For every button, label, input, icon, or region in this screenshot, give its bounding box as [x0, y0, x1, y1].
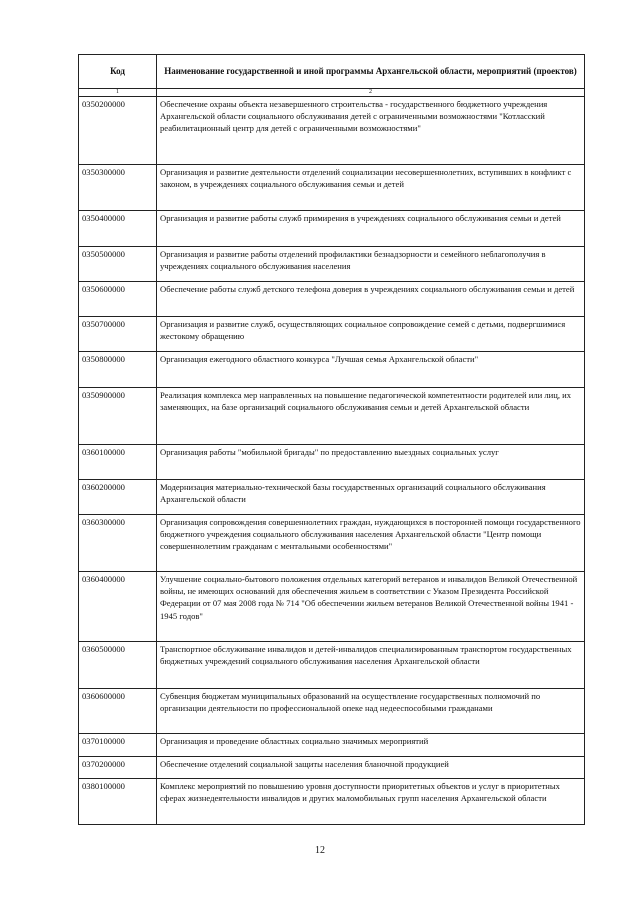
page-number: 12 [315, 845, 325, 856]
row-name: Реализация комплекса мер направленных на повышение педагогической компетентности родителей или лиц, их заменяющих, на базе организаций социального обслуживания семьи и детей Архангельской области [157, 388, 585, 445]
row-name: Организация и развитие работы служб примирения в учреждениях социального обслуживания семьи и детей [157, 211, 585, 247]
row-code: 0380100000 [79, 779, 157, 825]
row-code: 0350700000 [79, 317, 157, 352]
row-code: 0360200000 [79, 480, 157, 515]
header-name: Наименование государственной и иной программы Архангельской области, мероприятий (проектов) [157, 55, 585, 89]
row-name: Обеспечение отделений социальной защиты населения бланочной продукцией [157, 757, 585, 779]
row-code: 0360400000 [79, 572, 157, 642]
row-name: Обеспечение работы служб детского телефона доверия в учреждениях социального обслуживания семьи и детей [157, 282, 585, 317]
table-row [79, 757, 585, 779]
table-row [79, 247, 585, 282]
table-row [79, 317, 585, 352]
row-code: 0360500000 [79, 642, 157, 689]
row-code: 0350400000 [79, 211, 157, 247]
row-name: Модернизация материально-технической базы государственных организаций социального обслуживания Архангельской области [157, 480, 585, 515]
row-name: Организация и развитие служб, осуществляющих социальное сопровождение семей с детьми, подвергшимися жестокому обращению [157, 317, 585, 352]
row-code: 0360100000 [79, 445, 157, 480]
row-name: Субвенция бюджетам муниципальных образований на осуществление государственных полномочий по организации деятельности по профессиональной опеке над недееспособными гражданами [157, 689, 585, 734]
row-name: Организация ежегодного областного конкурса "Лучшая семья Архангельской области" [157, 352, 585, 388]
header-index-code: 1 [79, 89, 157, 97]
table-row [79, 388, 585, 445]
row-name: Транспортное обслуживание инвалидов и детей-инвалидов специализированным транспортом государственных бюджетных учреждений социального обслуживания населения Архангельской области [157, 642, 585, 689]
row-name: Комплекс мероприятий по повышению уровня доступности приоритетных объектов и услуг в приоритетных сферах жизнедеятельности инвалидов и других маломобильных групп населения Архангельской области [157, 779, 585, 825]
row-code: 0350600000 [79, 282, 157, 317]
row-code: 0350900000 [79, 388, 157, 445]
row-code: 0360300000 [79, 515, 157, 572]
row-code: 0360600000 [79, 689, 157, 734]
table-row [79, 779, 585, 825]
table-row [79, 165, 585, 211]
row-code: 0350800000 [79, 352, 157, 388]
row-code: 0370200000 [79, 757, 157, 779]
row-name: Организация работы "мобильной бригады" по предоставлению выездных социальных услуг [157, 445, 585, 480]
row-code: 0350300000 [79, 165, 157, 211]
table-body [79, 97, 585, 825]
table-row [79, 734, 585, 757]
program-table [78, 54, 585, 825]
table-row [79, 211, 585, 247]
table-row [79, 642, 585, 689]
row-name: Организация и проведение областных социально значимых мероприятий [157, 734, 585, 757]
row-code: 0350500000 [79, 247, 157, 282]
header-index-name: 2 [157, 89, 585, 97]
table-row [79, 480, 585, 515]
table-row [79, 515, 585, 572]
row-code: 0370100000 [79, 734, 157, 757]
row-code: 0350200000 [79, 97, 157, 165]
row-name: Обеспечение охраны объекта незавершенного строительства - государственного бюджетного учреждения Архангельской области социального обслуживания детей с ограниченными возможностями "Котласский реабилитационный центр для детей с ограниченными возможностями" [157, 97, 585, 165]
table-row [79, 445, 585, 480]
table-row [79, 572, 585, 642]
row-name: Улучшение социально-бытового положения отдельных категорий ветеранов и инвалидов Великой Отечественной войны, не имеющих оснований для обеспечения жильем в соответствии с Указом Президента Российской Федерации от 07 мая 2008 года № 714 "Об обеспечении жильем ветеранов Великой Отечественной войны 1941 - 1945 годов" [157, 572, 585, 642]
table-row [79, 352, 585, 388]
table-row [79, 97, 585, 165]
header-code: Код [79, 55, 157, 89]
table-row [79, 689, 585, 734]
row-name: Организация сопровождения совершеннолетних граждан, нуждающихся в посторонней помощи государственного бюджетного учреждения социального обслуживания населения Архангельской области "Центр помощи совершеннолетним гражданам с ментальными особенностями" [157, 515, 585, 572]
row-name: Организация и развитие работы отделений профилактики безнадзорности и семейного неблагополучия в учреждениях социального обслуживания населения [157, 247, 585, 282]
row-name: Организация и развитие деятельности отделений социализации несовершеннолетних, вступивших в конфликт с законом, в учреждениях социального обслуживания семьи и детей [157, 165, 585, 211]
table-row [79, 282, 585, 317]
